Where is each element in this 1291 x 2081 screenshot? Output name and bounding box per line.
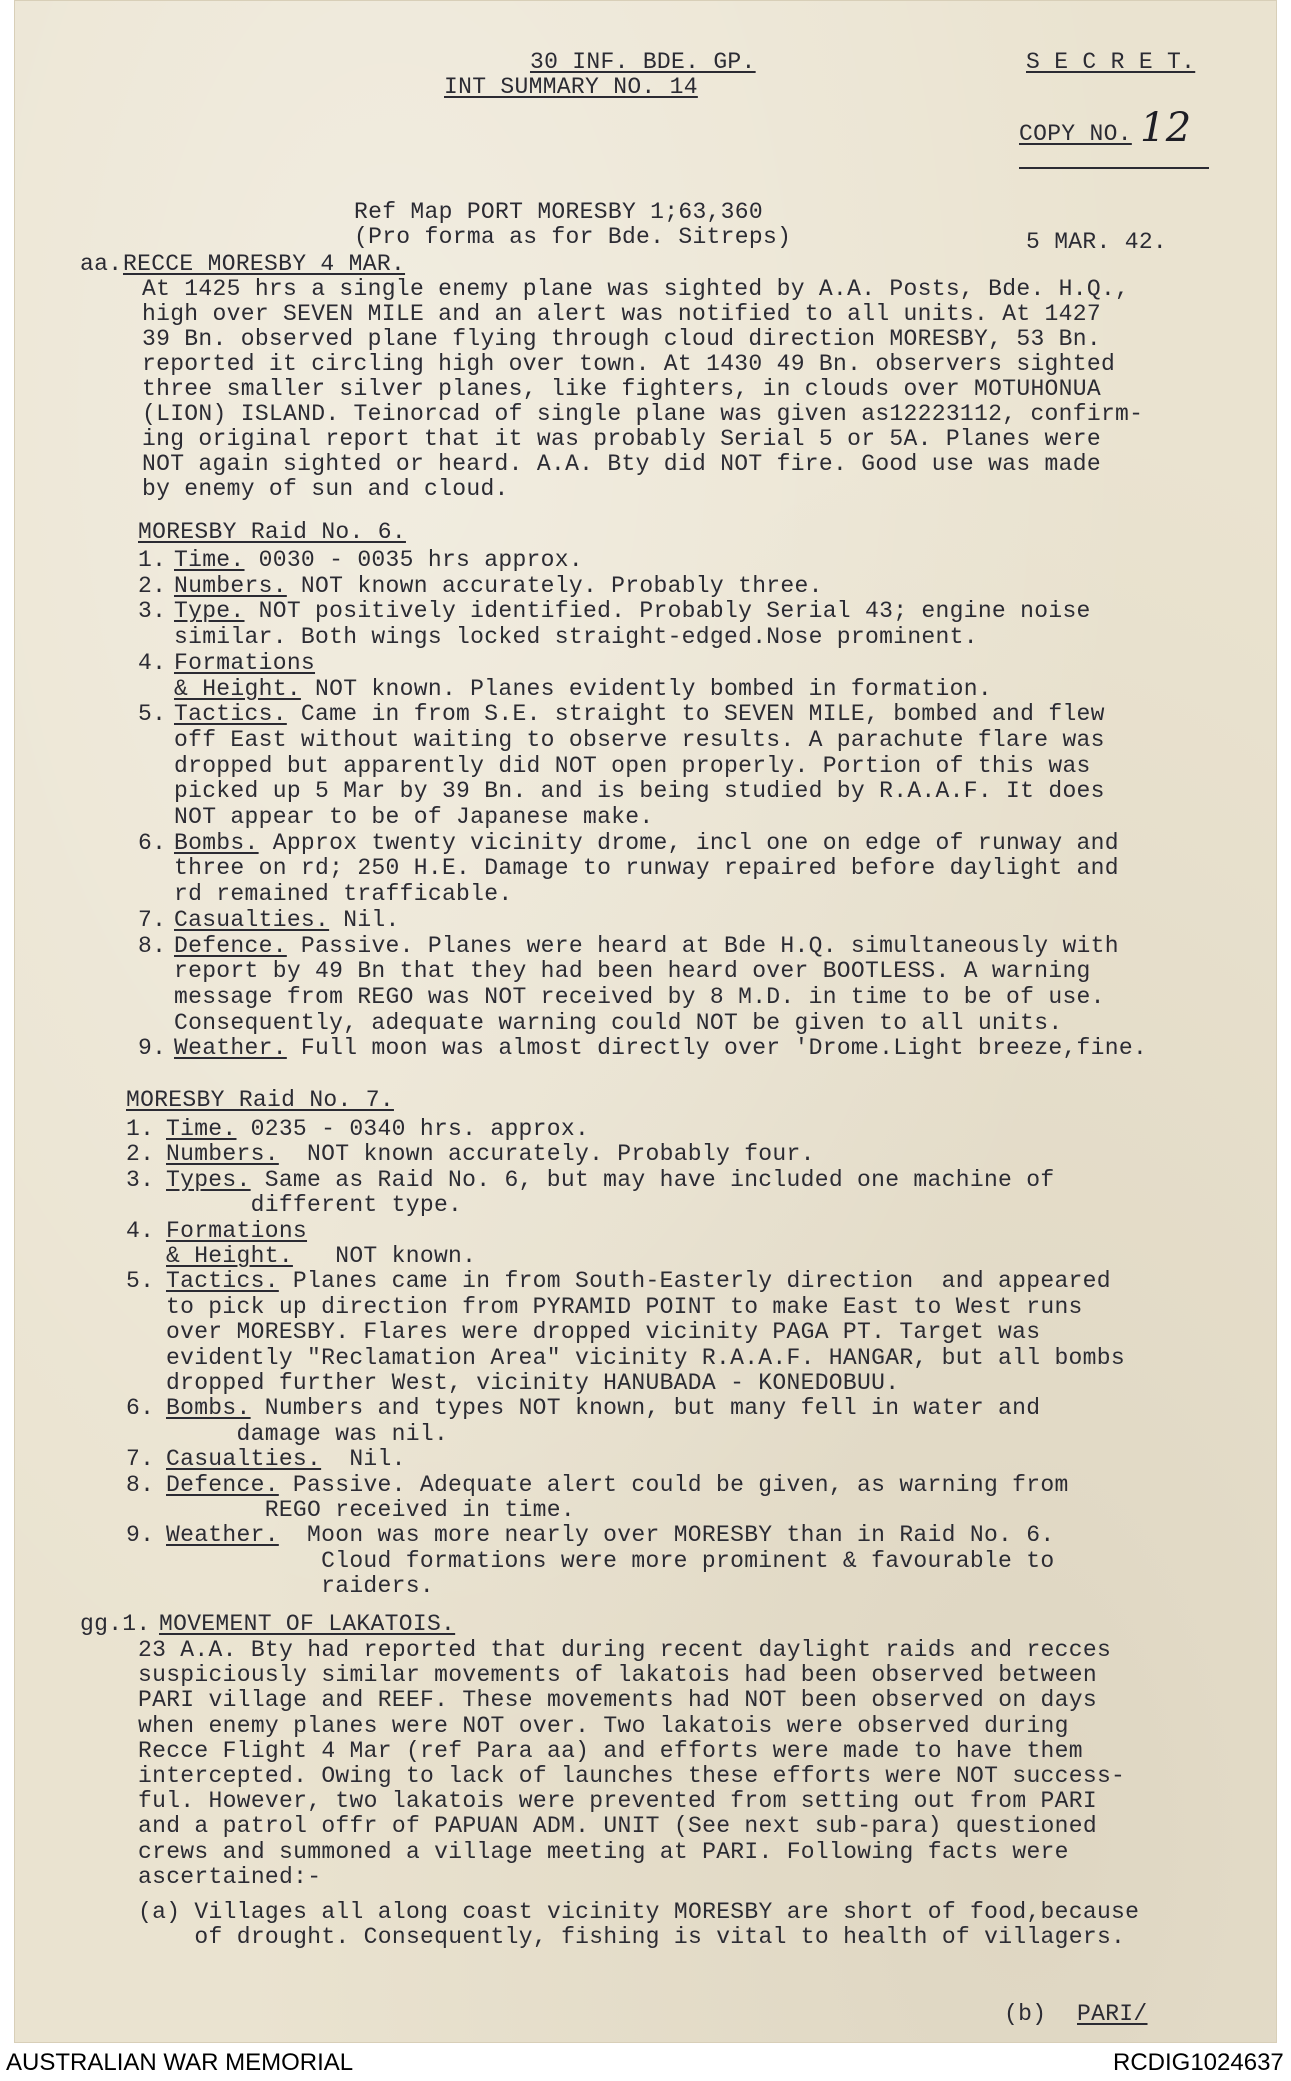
text-line: At 1425 hrs a single enemy plane was sighted by A.A. Posts, Bde. H.Q., — [142, 276, 1130, 302]
item-label: Type. — [174, 598, 245, 625]
text-line: PARI village and REEF. These movements had NOT been observed on days — [138, 1687, 1097, 1714]
item-label: Time. — [174, 547, 245, 573]
item-line — [174, 548, 583, 573]
item-line — [174, 908, 400, 933]
item-line — [174, 959, 1091, 984]
text-line: intercepted. Owing to lack of launches these efforts were NOT success- — [138, 1763, 1126, 1789]
item-text: Moon was more nearly over MORESBY than in Raid No. 6. — [278, 1522, 1055, 1549]
item-line — [174, 651, 315, 676]
text-line: ful. However, two lakatois were prevented from setting out from PARI — [138, 1788, 1097, 1815]
item-number: 4. — [126, 1217, 155, 1244]
pro-forma-note: (Pro forma as for Bde. Sitreps) — [354, 224, 792, 250]
item-line — [174, 574, 823, 599]
item-line — [174, 625, 978, 650]
text-line: NOT again sighted or heard. A.A. Bty did NOT fire. Good use was made — [142, 451, 1101, 477]
item-text: to pick up direction from PYRAMID POINT to make East to West runs — [166, 1293, 1083, 1320]
item-line — [166, 1473, 1069, 1498]
item-line — [174, 754, 1091, 779]
item-label: Formations — [174, 649, 316, 676]
item-line — [166, 1447, 406, 1472]
item-label: Bombs. — [166, 1395, 251, 1422]
item-line — [174, 702, 1105, 727]
item-text: Nil. — [329, 906, 400, 933]
item-label: Weather. — [166, 1522, 279, 1549]
item-text: rd remained trafficable. — [174, 881, 513, 908]
item-line — [174, 831, 1119, 856]
item-label: Defence. — [166, 1471, 279, 1498]
footer-right: RCDIG1024637 — [1113, 2049, 1284, 2076]
item-line — [166, 1371, 899, 1396]
text-line: Recce Flight 4 Mar (ref Para aa) and efforts were made to have them — [138, 1737, 1083, 1764]
item-text: NOT positively identified. Probably Serial 43; engine noise — [244, 598, 1091, 625]
item-line — [166, 1498, 575, 1523]
item-line — [166, 1219, 307, 1244]
item-text: Passive. Planes were heard at Bde H.Q. simultaneously with — [286, 932, 1119, 959]
item-number: 5. — [138, 701, 167, 728]
item-text: three on rd; 250 H.E. Damage to runway repaired before daylight and — [174, 855, 1119, 882]
item-number: 1. — [126, 1116, 155, 1142]
continuation-ref: (b) — [1004, 2001, 1047, 2027]
item-line — [166, 1574, 434, 1599]
copy-number-handwritten: 12 — [1140, 105, 1192, 151]
item-text: Full moon was almost directly over 'Drome.Light breeze,fine. — [286, 1035, 1148, 1062]
item-text: report by 49 Bn that they had been heard over BOOTLESS. A warning — [174, 958, 1091, 985]
summary-title: INT SUMMARY NO. 14 — [444, 74, 698, 100]
item-text: picked up 5 Mar by 39 Bn. and is being studied by R.A.A.F. It does — [174, 778, 1105, 805]
text-line: by enemy of sun and cloud. — [142, 476, 509, 502]
text-line: (a) Villages all along coast vicinity MORESBY are short of food,because — [138, 1899, 1140, 1925]
document-date: 5 MAR. 42. — [1026, 229, 1168, 255]
item-line — [166, 1396, 1040, 1421]
text-line: when enemy planes were NOT over. Two lakatois were observed during — [138, 1712, 1069, 1739]
item-text: off East without waiting to observe results. A parachute flare was — [174, 726, 1105, 753]
item-line — [166, 1549, 1054, 1574]
item-label: & Height. — [174, 675, 301, 702]
text-line: ing original report that it was probably Serial 5 or 5A. Planes were — [142, 426, 1101, 452]
unit-heading: 30 INF. BDE. GP. — [530, 49, 756, 75]
text-line: high over SEVEN MILE and an alert was notified to all units. At 1427 — [142, 301, 1101, 327]
item-line — [174, 599, 1091, 624]
item-label: & Height. — [166, 1243, 293, 1269]
item-label: Types. — [166, 1166, 251, 1193]
item-label: Bombs. — [174, 829, 259, 856]
item-line — [166, 1320, 1040, 1345]
item-line — [174, 856, 1119, 881]
text-line: 39 Bn. observed plane flying through cloud direction MORESBY, 53 Bn. — [142, 326, 1101, 352]
item-line — [166, 1168, 1054, 1193]
item-label: Defence. — [174, 932, 287, 959]
item-label: Casualties. — [174, 906, 330, 933]
item-line — [166, 1193, 462, 1218]
item-number: 2. — [138, 572, 167, 599]
ref-map: Ref Map PORT MORESBY 1;63,360 — [354, 199, 763, 225]
item-label: Tactics. — [166, 1268, 279, 1295]
copy-label: COPY NO. — [1019, 121, 1132, 147]
item-label: Numbers. — [166, 1141, 279, 1168]
item-number: 2. — [126, 1141, 155, 1168]
item-text: Same as Raid No. 6, but may have included one machine of — [250, 1166, 1055, 1193]
item-text: similar. Both wings locked straight-edged.Nose prominent. — [174, 624, 978, 651]
item-line — [174, 985, 1105, 1010]
item-label: Formations — [166, 1217, 308, 1244]
item-text: different type. — [166, 1192, 463, 1219]
recce-heading: RECCE MORESBY 4 MAR. — [123, 251, 406, 277]
raid6-heading: MORESBY Raid No. 6. — [138, 519, 406, 545]
item-line — [166, 1346, 1125, 1371]
classification-stamp: S E C R E T. — [1026, 49, 1196, 75]
item-number: 7. — [126, 1446, 155, 1473]
footer-left: AUSTRALIAN WAR MEMORIAL — [6, 2049, 354, 2076]
copy-underline — [1019, 167, 1209, 169]
item-line — [166, 1422, 448, 1447]
item-text: Planes came in from South-Easterly direction and appeared — [278, 1268, 1111, 1295]
item-text: Nil. — [321, 1446, 406, 1473]
text-line: of drought. Consequently, fishing is vital to health of villagers. — [138, 1924, 1126, 1950]
item-text: NOT known accurately. Probably four. — [278, 1141, 815, 1168]
item-number: 8. — [126, 1471, 155, 1498]
text-line: and a patrol offr of PAPUAN ADM. UNIT (See next sub-para) questioned — [138, 1813, 1097, 1840]
item-line — [174, 728, 1105, 753]
item-number: 9. — [138, 1035, 167, 1062]
item-line — [166, 1269, 1111, 1294]
item-line — [174, 934, 1119, 959]
item-number: 3. — [126, 1166, 155, 1193]
item-text: NOT known accurately. Probably three. — [286, 572, 823, 599]
text-line: 23 A.A. Bty had reported that during recent daylight raids and recces — [138, 1637, 1112, 1663]
item-text: Cloud formations were more prominent & favourable to — [166, 1547, 1055, 1574]
text-line: reported it circling high over town. At 1430 49 Bn. observers sighted — [142, 351, 1116, 377]
item-line — [174, 1011, 1062, 1036]
item-text: 0235 - 0340 hrs. approx. — [236, 1116, 590, 1142]
item-text: Came in from S.E. straight to SEVEN MILE, bombed and flew — [286, 701, 1105, 728]
item-label: Casualties. — [166, 1446, 322, 1473]
continuation-word: PARI/ — [1077, 2001, 1148, 2027]
item-label: Weather. — [174, 1035, 287, 1062]
item-line — [174, 1036, 1147, 1061]
item-number: 1. — [138, 547, 167, 573]
item-number: 9. — [126, 1522, 155, 1549]
item-text: Consequently, adequate warning could NOT be given to all units. — [174, 1009, 1063, 1036]
item-text: dropped but apparently did NOT open properly. Portion of this was — [174, 752, 1091, 779]
text-line: crews and summoned a village meeting at PARI. Following facts were — [138, 1838, 1069, 1865]
item-line — [174, 805, 653, 830]
item-number: 3. — [138, 598, 167, 625]
item-line — [174, 677, 992, 702]
item-number: 8. — [138, 932, 167, 959]
document-page — [14, 0, 1277, 2043]
item-text: dropped further West, vicinity HANUBADA - KONEDOBUU. — [166, 1370, 900, 1396]
text-line: three smaller silver planes, like fighters, in clouds over MOTUHONUA — [142, 376, 1101, 402]
raid7-heading: MORESBY Raid No. 7. — [126, 1087, 394, 1113]
recce-para-ref: aa. — [80, 251, 123, 277]
text-line: suspiciously similar movements of lakatois had been observed between — [138, 1662, 1097, 1689]
item-number: 6. — [138, 829, 167, 856]
text-line: (LION) ISLAND. Teinorcad of single plane was given as12223112, confirm- — [142, 401, 1144, 427]
lakatois-heading: MOVEMENT OF LAKATOIS. — [159, 1611, 456, 1637]
item-text: message from REGO was NOT received by 8 M.D. in time to be of use. — [174, 983, 1105, 1010]
item-line — [166, 1295, 1083, 1320]
item-label: Time. — [166, 1116, 237, 1142]
item-line — [166, 1523, 1054, 1548]
item-line — [166, 1244, 476, 1269]
text-line: ascertained:- — [138, 1863, 322, 1890]
item-label: Tactics. — [174, 701, 287, 728]
item-text: REGO received in time. — [166, 1497, 575, 1523]
item-text: Passive. Adequate alert could be given, as warning from — [278, 1471, 1069, 1498]
lakatois-para-ref: gg.1. — [80, 1611, 151, 1637]
item-line — [166, 1142, 815, 1167]
item-text: NOT appear to be of Japanese make. — [174, 804, 654, 830]
item-text: Numbers and types NOT known, but many fell in water and — [250, 1395, 1041, 1422]
item-text: over MORESBY. Flares were dropped vicinity PAGA PT. Target was — [166, 1319, 1041, 1346]
item-line — [174, 779, 1105, 804]
item-label: Numbers. — [174, 572, 287, 599]
item-number: 6. — [126, 1395, 155, 1422]
item-text: raiders. — [166, 1573, 434, 1600]
item-number: 7. — [138, 906, 167, 933]
item-line — [174, 882, 512, 907]
item-text: NOT known. Planes evidently bombed in formation. — [300, 675, 992, 702]
item-text: NOT known. — [292, 1243, 477, 1269]
item-line — [166, 1117, 589, 1142]
item-text: 0030 - 0035 hrs approx. — [244, 547, 583, 573]
item-text: evidently "Reclamation Area" vicinity R.A.A.F. HANGAR, but all bombs — [166, 1344, 1125, 1371]
item-text: Approx twenty vicinity drome, incl one on edge of runway and — [258, 829, 1119, 856]
item-number: 4. — [138, 649, 167, 676]
item-number: 5. — [126, 1268, 155, 1295]
item-text: damage was nil. — [166, 1420, 449, 1447]
